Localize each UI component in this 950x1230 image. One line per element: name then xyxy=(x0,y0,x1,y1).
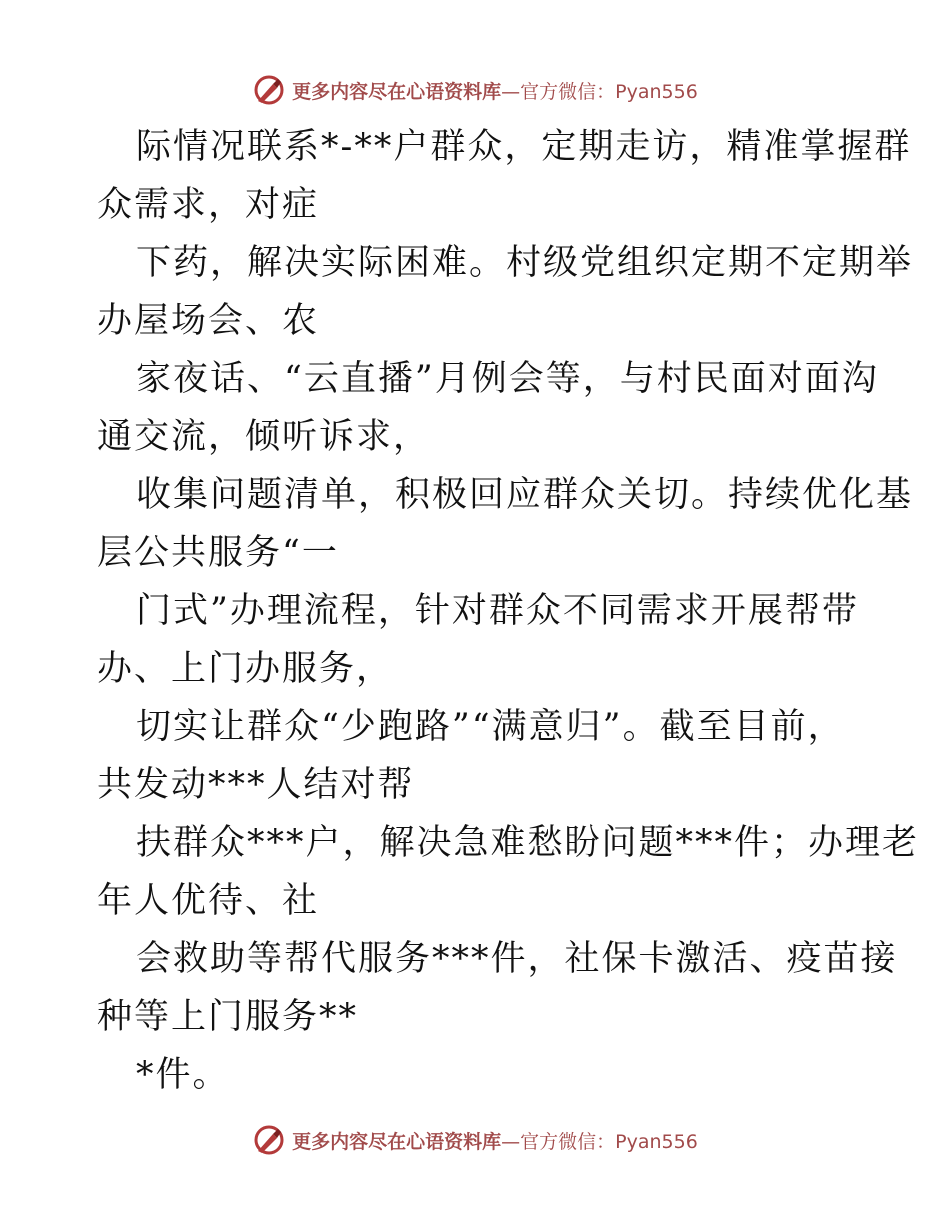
paragraph xyxy=(0,698,950,814)
paragraph-line: 下药，解决实际困难。村级党组织定期不定期举 xyxy=(136,243,914,283)
paragraph-line: 年人优待、社 xyxy=(97,881,320,921)
paragraph-line: 共发动***人结对帮 xyxy=(97,765,415,805)
paragraph-line: 办、上门办服务， xyxy=(97,649,394,689)
paragraph-line: 扶群众***户，解决急难愁盼问题***件；办理老 xyxy=(136,823,920,863)
paragraph-line: *件。 xyxy=(136,1055,230,1095)
paragraph-line: 办屋场会、农 xyxy=(97,301,320,341)
document-body xyxy=(0,118,950,1104)
footer-watermark xyxy=(0,1120,950,1160)
paragraph xyxy=(0,582,950,698)
paragraph-line: 通交流，倾听诉求， xyxy=(97,417,431,457)
paragraph xyxy=(0,466,950,582)
watermark-main: 更多内容尽在心语资料库 xyxy=(292,1130,502,1153)
watermark-text xyxy=(292,77,698,104)
paragraph-line: 家夜话、“云直播”月例会等，与村民面对面沟 xyxy=(136,359,879,399)
paragraph xyxy=(0,350,950,466)
paragraph-line: 门式”办理流程，针对群众不同需求开展帮带 xyxy=(136,591,859,631)
watermark-main: 更多内容尽在心语资料库 xyxy=(292,80,502,103)
paragraph-line: 际情况联系*-**户群众，定期走访，精准掌握群 xyxy=(136,127,912,167)
paragraph xyxy=(0,118,950,234)
paragraph-line: 切实让群众“少跑路”“满意归”。截至目前， xyxy=(136,707,845,747)
watermark-separator: — xyxy=(501,1130,521,1153)
paragraph-line: 层公共服务“一 xyxy=(97,533,339,573)
watermark-contact: 官方微信：Pyan556 xyxy=(520,80,698,103)
pen-logo-icon xyxy=(252,73,286,107)
watermark-separator: — xyxy=(501,80,521,103)
paragraph xyxy=(0,1046,950,1104)
pen-logo-icon xyxy=(252,1123,286,1157)
header-watermark xyxy=(0,70,950,110)
watermark-contact: 官方微信：Pyan556 xyxy=(520,1130,698,1153)
paragraph xyxy=(0,930,950,1046)
paragraph-line: 种等上门服务** xyxy=(97,997,359,1037)
paragraph xyxy=(0,814,950,930)
watermark-text xyxy=(292,1127,698,1154)
paragraph xyxy=(0,234,950,350)
paragraph-line: 众需求，对症 xyxy=(97,185,320,225)
paragraph-line: 会救助等帮代服务***件，社保卡激活、疫苗接 xyxy=(136,939,898,979)
paragraph-line: 收集问题清单，积极回应群众关切。持续优化基 xyxy=(136,475,914,515)
